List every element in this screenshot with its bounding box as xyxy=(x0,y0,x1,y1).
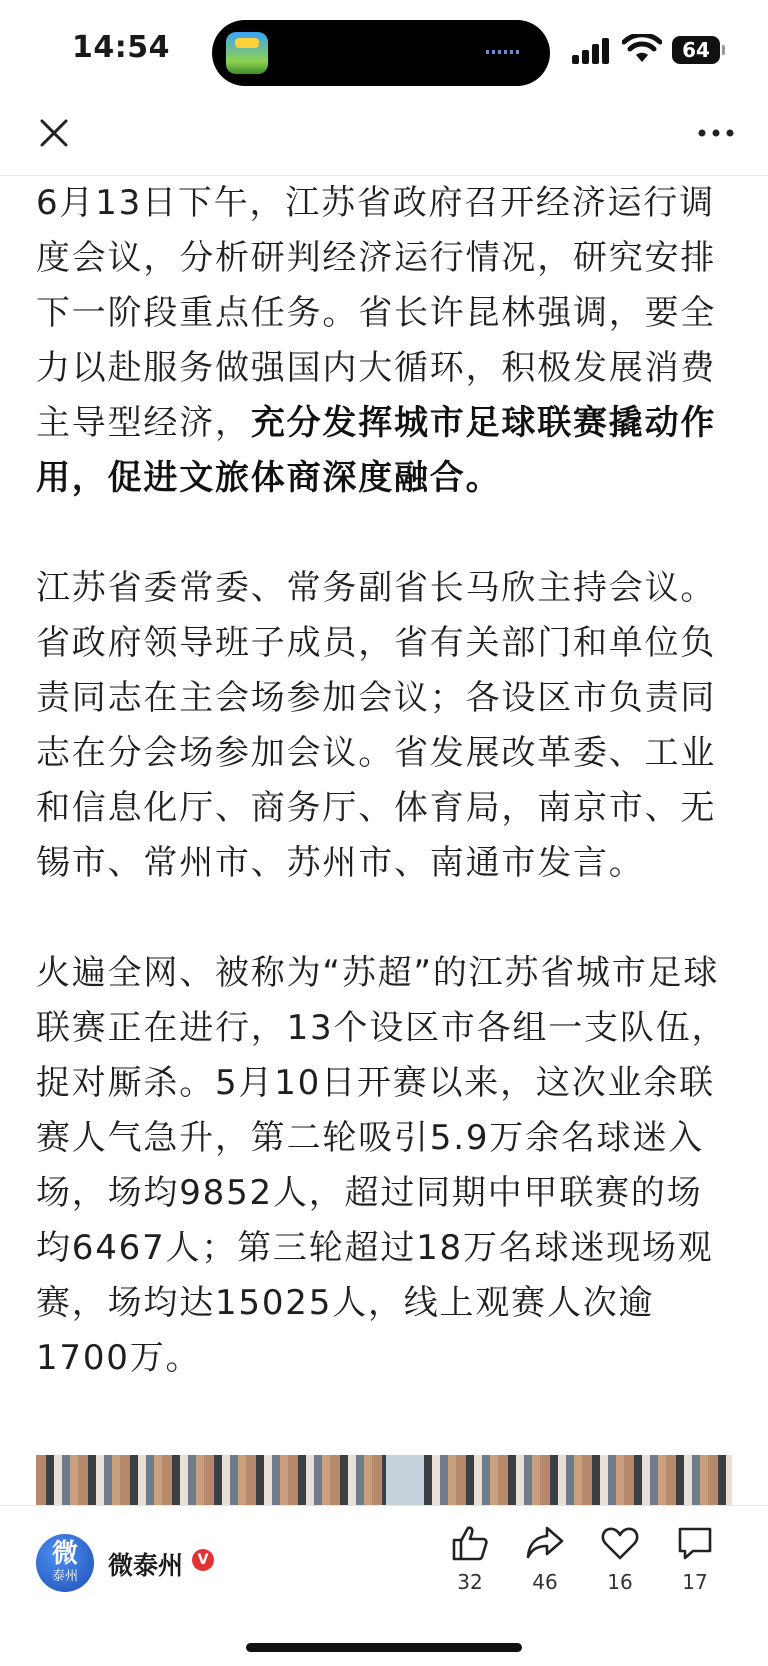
article-body xyxy=(36,176,736,1386)
close-icon[interactable] xyxy=(34,113,74,153)
share-count: 46 xyxy=(532,1570,558,1594)
avatar-subtext: 泰州 xyxy=(51,1569,78,1584)
top-nav-bar xyxy=(0,95,768,176)
paragraph-bold-text: 充分发挥城市足球联赛撬动作用，促进文旅体商深度融合。 xyxy=(36,403,717,498)
author-avatar[interactable] xyxy=(36,1534,94,1592)
status-bar xyxy=(0,0,768,95)
favorite-button[interactable] xyxy=(590,1524,650,1594)
author-name[interactable]: 微泰州 xyxy=(108,1551,184,1580)
favorite-count: 16 xyxy=(607,1570,633,1594)
article-paragraph: 江苏省委常委、常务副省长马欣主持会议。省政府领导班子成员，省有关部门和单位负责同志在主会场参加会议；各设区市负责同志在分会场参加会议。省发展改革委、工业和信息化厅、商务厅、体育局，南京市、无锡市、常州市、苏州市、南通市发言。 xyxy=(36,568,717,883)
stadium-steps xyxy=(386,1455,424,1507)
island-indicator-icon xyxy=(486,50,522,54)
like-button[interactable] xyxy=(440,1524,500,1594)
app-icon xyxy=(226,32,268,74)
battery-icon: 64 xyxy=(672,36,720,64)
paragraph-text: 6月13日下午，江苏省政府召开经济运行调度会议，分析研判经济运行情况，研究安排下一阶段重点任务。省长许昆林强调，要全力以赴服务做强国内大循环，积极发展消费主导型经济， xyxy=(36,183,717,443)
status-time: 14:54 xyxy=(72,30,170,65)
cellular-signal-icon xyxy=(572,38,612,64)
article-paragraph: 火遍全网、被称为“苏超”的江苏省城市足球联赛正在进行，13个设区市各组一支队伍，捉对厮杀。5月10日开赛以来，这次业余联赛人气急升，第二轮吸引5.9万余名球迷入场，场均9852人，超过同期中甲联赛的场均6467人；第三轮超过18万名球迷现场观赛，场均达15025人，线上观赛人次逾1700万。 xyxy=(36,953,728,1378)
more-icon[interactable] xyxy=(694,121,738,145)
heart-icon xyxy=(600,1524,640,1562)
share-icon xyxy=(525,1524,565,1562)
like-count: 32 xyxy=(457,1570,483,1594)
dynamic-island xyxy=(212,20,550,86)
avatar-text: 微 xyxy=(51,1539,78,1569)
wifi-icon xyxy=(622,34,662,64)
home-indicator[interactable] xyxy=(246,1643,522,1652)
comment-button[interactable] xyxy=(665,1524,725,1594)
comment-icon xyxy=(675,1524,715,1562)
article-image[interactable] xyxy=(36,1455,732,1507)
verified-badge: V xyxy=(192,1549,214,1571)
thumbs-up-icon xyxy=(450,1524,490,1562)
comment-count: 17 xyxy=(682,1570,708,1594)
article-paragraph xyxy=(36,176,736,506)
share-button[interactable] xyxy=(515,1524,575,1594)
bottom-action-bar xyxy=(0,1505,768,1666)
